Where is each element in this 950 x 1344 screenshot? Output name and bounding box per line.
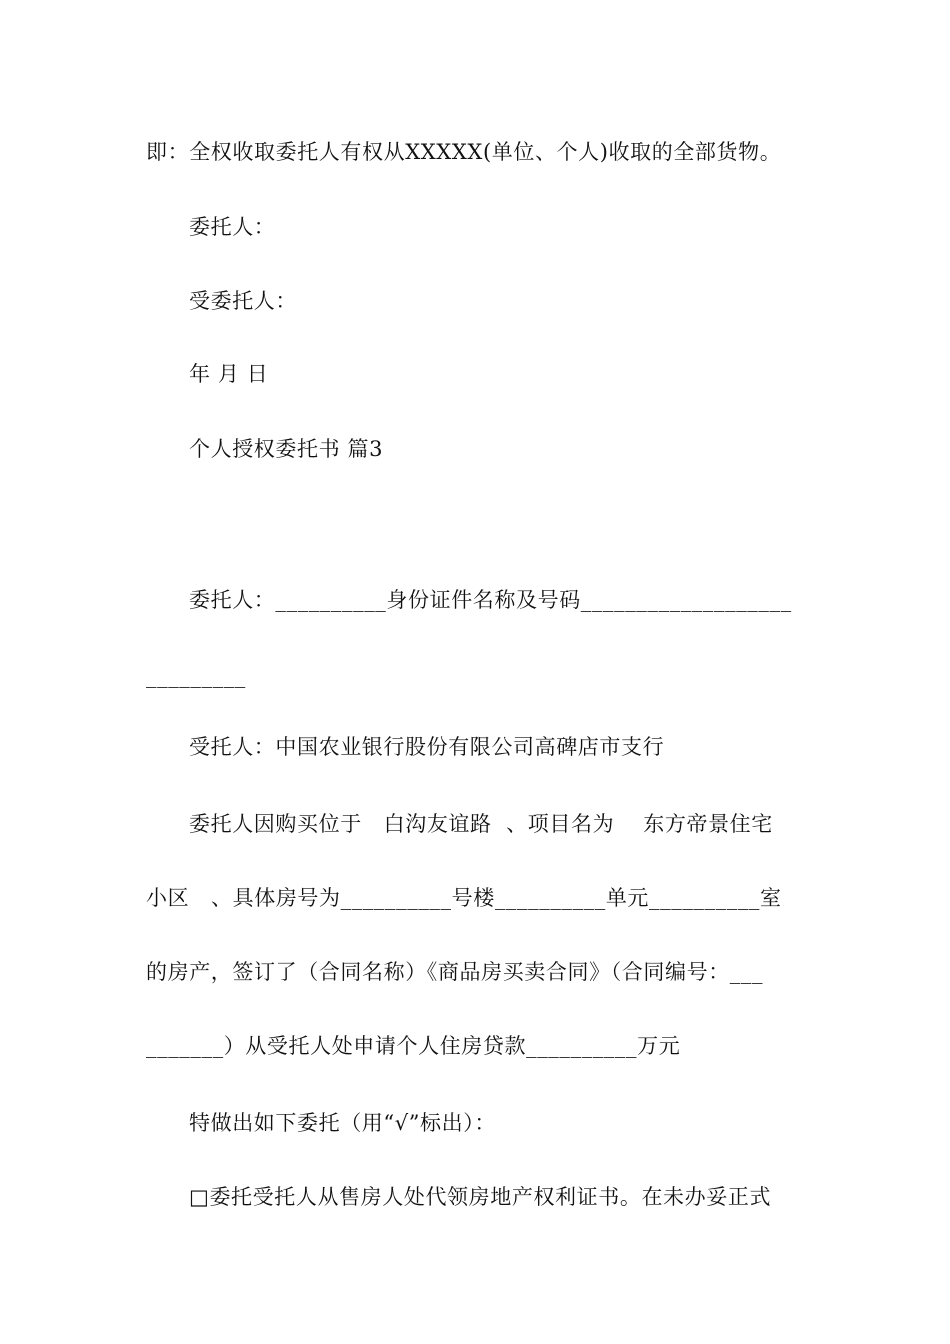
text-line-loan: _______）从受托人处申请个人住房贷款__________万元 [146,1034,681,1058]
text-line-room-number: 小区 、具体房号为__________号楼__________单元__________室 [146,886,782,910]
text-line-trustee: 受托人：中国农业银行股份有限公司高碑店市支行 [189,735,665,759]
text-line-contract: 的房产，签订了（合同名称）《商品房买卖合同》（合同编号：___ [146,960,764,984]
text-line-principal-id: 委托人：__________身份证件名称及号码___________________ [189,588,792,612]
text-line-date: 年 月 日 [189,362,269,386]
text-line-agent: 受委托人： [189,289,297,313]
text-line-id-continuation: _________ [146,664,246,688]
text-line-instruction: 特做出如下委托（用“√”标出）： [189,1111,496,1135]
text-line-scope: 即：全权收取委托人有权从XXXXX(单位、个人)收取的全部货物。 [146,140,782,164]
section-title: 个人授权委托书 篇3 [189,437,384,461]
text-line-purchase-location: 委托人因购买位于 白沟友谊路 、项目名为 东方帝景住宅 [189,812,773,836]
text-line-principal: 委托人： [189,215,276,239]
text-line-checkbox-item: □委托受托人从售房人处代领房地产权利证书。在未办妥正式 [189,1185,772,1209]
